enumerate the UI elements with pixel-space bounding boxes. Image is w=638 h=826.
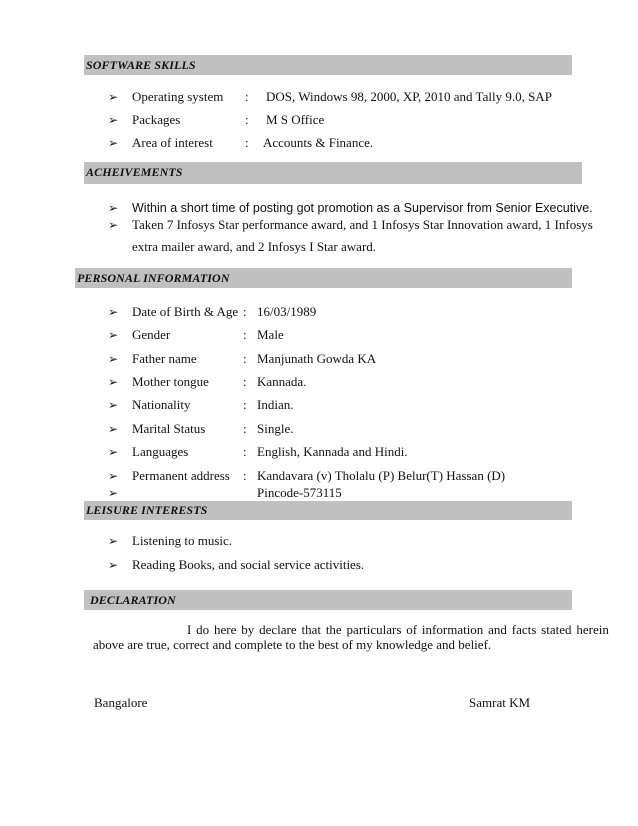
signature-place: Bangalore [94,695,148,710]
item-value: M S Office [266,112,325,127]
arrow-bullet-icon: ➢ [108,328,119,342]
signature-name: Samrat KM [469,695,531,710]
section-title: LEISURE INTERESTS [86,503,208,517]
arrow-bullet-icon: ➢ [108,445,119,459]
item-colon: : [245,135,249,150]
item-value: English, Kannada and Hindi. [257,444,408,459]
achievement-text: Taken 7 Infosys Star performance award, and 1 Infosys Star Innovation award, 1 Infosys [132,217,593,232]
item-value: 16/03/1989 [257,304,317,319]
item-label: Date of Birth & Age [132,304,239,319]
item-colon: : [243,468,247,483]
item-label: Permanent address [132,468,230,483]
section-title: DECLARATION [90,593,176,607]
arrow-bullet-icon: ➢ [108,375,119,389]
arrow-bullet-icon: ➢ [108,113,119,127]
arrow-bullet-icon: ➢ [108,136,119,150]
interest-text: Listening to music. [132,533,233,548]
section-title: SOFTWARE SKILLS [86,58,196,72]
arrow-bullet-icon: ➢ [108,398,119,412]
arrow-bullet-icon: ➢ [108,558,119,572]
item-value: Kandavara (v) Tholalu (P) Belur(T) Hassan (D) [257,468,506,483]
item-colon: : [243,351,247,366]
item-value: Single. [257,421,294,436]
item-label: Operating system [132,89,224,104]
section-header-personal-information [75,268,572,288]
item-value: Indian. [257,397,294,412]
item-colon: : [245,89,249,104]
item-label: Gender [132,327,171,342]
section-header-declaration [84,590,572,610]
item-value: Accounts & Finance. [263,135,374,150]
item-colon: : [245,112,249,127]
item-colon: : [243,421,247,436]
arrow-bullet-icon: ➢ [108,305,119,319]
section-title: ACHEIVEMENTS [86,165,183,179]
item-label: Mother tongue [132,374,209,389]
item-label: Languages [132,444,189,459]
section-header-leisure-interests [84,501,572,520]
item-label: Marital Status [132,421,206,436]
item-label: Packages [132,112,181,127]
section-header-software-skills [84,55,572,75]
arrow-bullet-icon: ➢ [108,422,119,436]
arrow-bullet-icon: ➢ [108,218,119,232]
interest-text: Reading Books, and social service activities. [132,557,365,572]
declaration-text-line1: I do here by declare that the particulars of information and facts stated herein [187,622,609,637]
arrow-bullet-icon: ➢ [108,201,119,215]
item-label: Father name [132,351,197,366]
section-title: PERSONAL INFORMATION [77,271,230,285]
item-value: DOS, Windows 98, 2000, XP, 2010 and Tally 9.0, SAP [266,89,552,104]
item-colon: : [243,397,247,412]
arrow-bullet-icon: ➢ [108,352,119,366]
item-colon: : [243,327,247,342]
item-value: Kannada. [257,374,307,389]
achievement-text-continued: extra mailer award, and 2 Infosys I Star award. [132,239,377,254]
item-colon: : [243,374,247,389]
item-label: Nationality [132,397,191,412]
arrow-bullet-icon: ➢ [108,469,119,483]
item-value: Pincode-573115 [257,485,342,500]
item-value: Manjunath Gowda KA [257,351,377,366]
arrow-bullet-icon: ➢ [108,90,119,104]
arrow-bullet-icon: ➢ [108,534,119,548]
arrow-bullet-icon: ➢ [108,486,119,500]
section-header-achievements [84,162,582,184]
item-label: Area of interest [132,135,213,150]
item-colon: : [243,304,247,319]
achievement-text: Within a short time of posting got promotion as a Supervisor from Senior Executive. [132,201,593,215]
item-colon: : [243,444,247,459]
item-value: Male [257,327,284,342]
declaration-text-line2: above are true, correct and complete to the best of my knowledge and belief. [93,637,492,652]
